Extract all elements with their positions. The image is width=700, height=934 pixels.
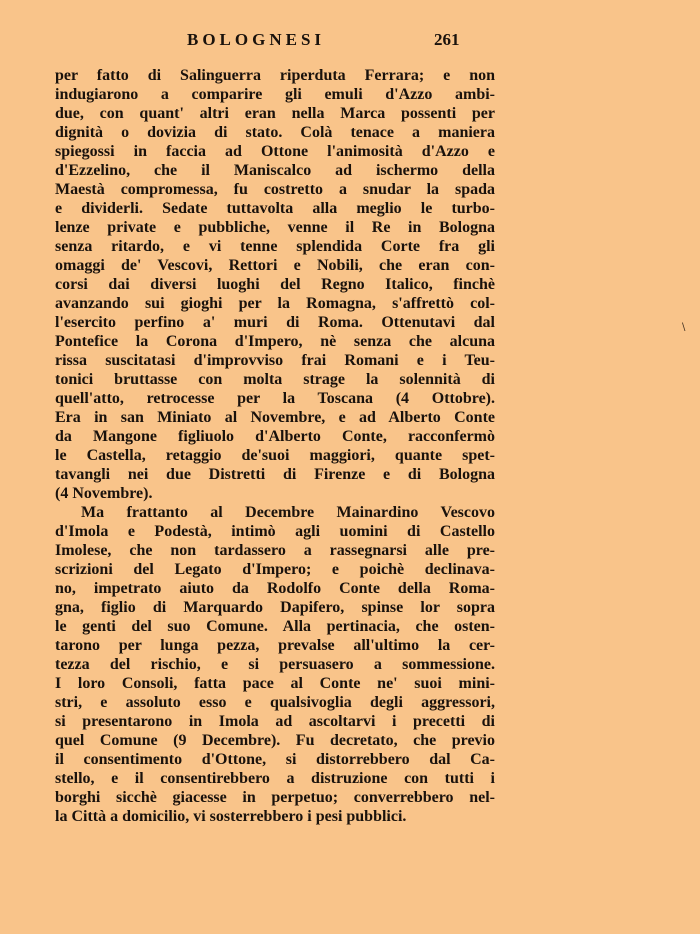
text-line: la Città a domicilio, vi sosterrebbero i pesi pubblici. [55, 808, 407, 825]
text-line: omaggi de' Vescovi, Rettori e Nobili, che eran con- [55, 257, 495, 274]
text-line: Era in san Miniato al Novembre, e ad Alberto Conte [55, 409, 495, 426]
text-line: senza ritardo, e vi tenne splendida Corte fra gli [55, 238, 495, 255]
text-line: Ma frattanto al Decembre Mainardino Vescovo [81, 504, 495, 521]
text-line: no, impetrato aiuto da Rodolfo Conte della Roma- [55, 580, 495, 597]
running-head [0, 30, 700, 54]
text-line: tavangli nei due Distretti di Firenze e di Bologna [55, 466, 495, 483]
text-line: d'Ezzelino, che il Maniscalco ad ischermo della [55, 162, 495, 179]
text-line: scrizioni del Legato d'Impero; e poichè declinava- [55, 561, 495, 578]
text-line: tezza del rischio, e si persuasero a sommessione. [55, 656, 495, 673]
text-line: quell'atto, retrocesse per la Toscana (4 Ottobre). [55, 390, 495, 407]
text-line: stri, e assoluto esso e qualsivoglia degli aggressori, [55, 694, 495, 711]
text-line: dignità o dovizia di stato. Colà tenace a maniera [55, 124, 495, 141]
text-line: si presentarono in Imola ad ascoltarvi i precetti di [55, 713, 495, 730]
text-line: spiegossi in faccia ad Ottone l'animosità d'Azzo e [55, 143, 495, 160]
text-line: d'Imola e Podestà, intimò agli uomini di Castello [55, 523, 495, 540]
text-line: Maestà compromessa, fu costretto a snudar la spada [55, 181, 495, 198]
text-line: Pontefice la Corona d'Impero, nè senza che alcuna [55, 333, 495, 350]
text-line: I loro Consoli, fatta pace al Conte ne' suoi mini- [55, 675, 495, 692]
text-line: borghi sicchè giacesse in perpetuo; converrebbero nel- [55, 789, 495, 806]
text-line: Imolese, che non tardassero a rassegnarsi alle pre- [55, 542, 495, 559]
text-line: indugiarono a comparire gli emuli d'Azzo ambi- [55, 86, 495, 103]
text-line: lenze private e pubbliche, venne il Re in Bologna [55, 219, 495, 236]
text-line: rissa suscitatasi d'improvviso frai Romani e i Teu- [55, 352, 495, 369]
text-line: il consentimento d'Ottone, si distorrebbero dal Ca- [55, 751, 495, 768]
text-line: stello, e il consentirebbero a distruzione con tutti i [55, 770, 495, 787]
text-line: l'esercito perfino a' muri di Roma. Ottenutavi dal [55, 314, 495, 331]
text-line: tarono per lunga pezza, prevalse all'ultimo la cer- [55, 637, 495, 654]
text-line: e dividerli. Sedate tuttavolta alla meglio le turbo- [55, 200, 495, 217]
text-line: quel Comune (9 Decembre). Fu decretato, che previo [55, 732, 495, 749]
text-line: due, con quant' altri eran nella Marca possenti per [55, 105, 495, 122]
text-line: corsi dai diversi luoghi del Regno Italico, finchè [55, 276, 495, 293]
text-line: le genti del suo Comune. Alla pertinacia, che osten- [55, 618, 495, 635]
margin-mark: \ [682, 322, 686, 333]
text-line: da Mangone figliuolo d'Alberto Conte, racconfermò [55, 428, 495, 445]
text-line: avanzando sui gioghi per la Romagna, s'affrettò col- [55, 295, 495, 312]
text-line: (4 Novembre). [55, 485, 153, 502]
body-text [55, 66, 495, 826]
text-line: tonici bruttasse con molta strage la solennità di [55, 371, 495, 388]
running-title: BOLOGNESI [187, 30, 326, 49]
text-line: le Castella, retaggio de'suoi maggiori, quante spet- [55, 447, 495, 464]
text-line: per fatto di Salinguerra riperduta Ferrara; e non [55, 67, 495, 84]
text-line: gna, figlio di Marquardo Dapifero, spinse lor sopra [55, 599, 495, 616]
page-number: 261 [434, 30, 460, 49]
